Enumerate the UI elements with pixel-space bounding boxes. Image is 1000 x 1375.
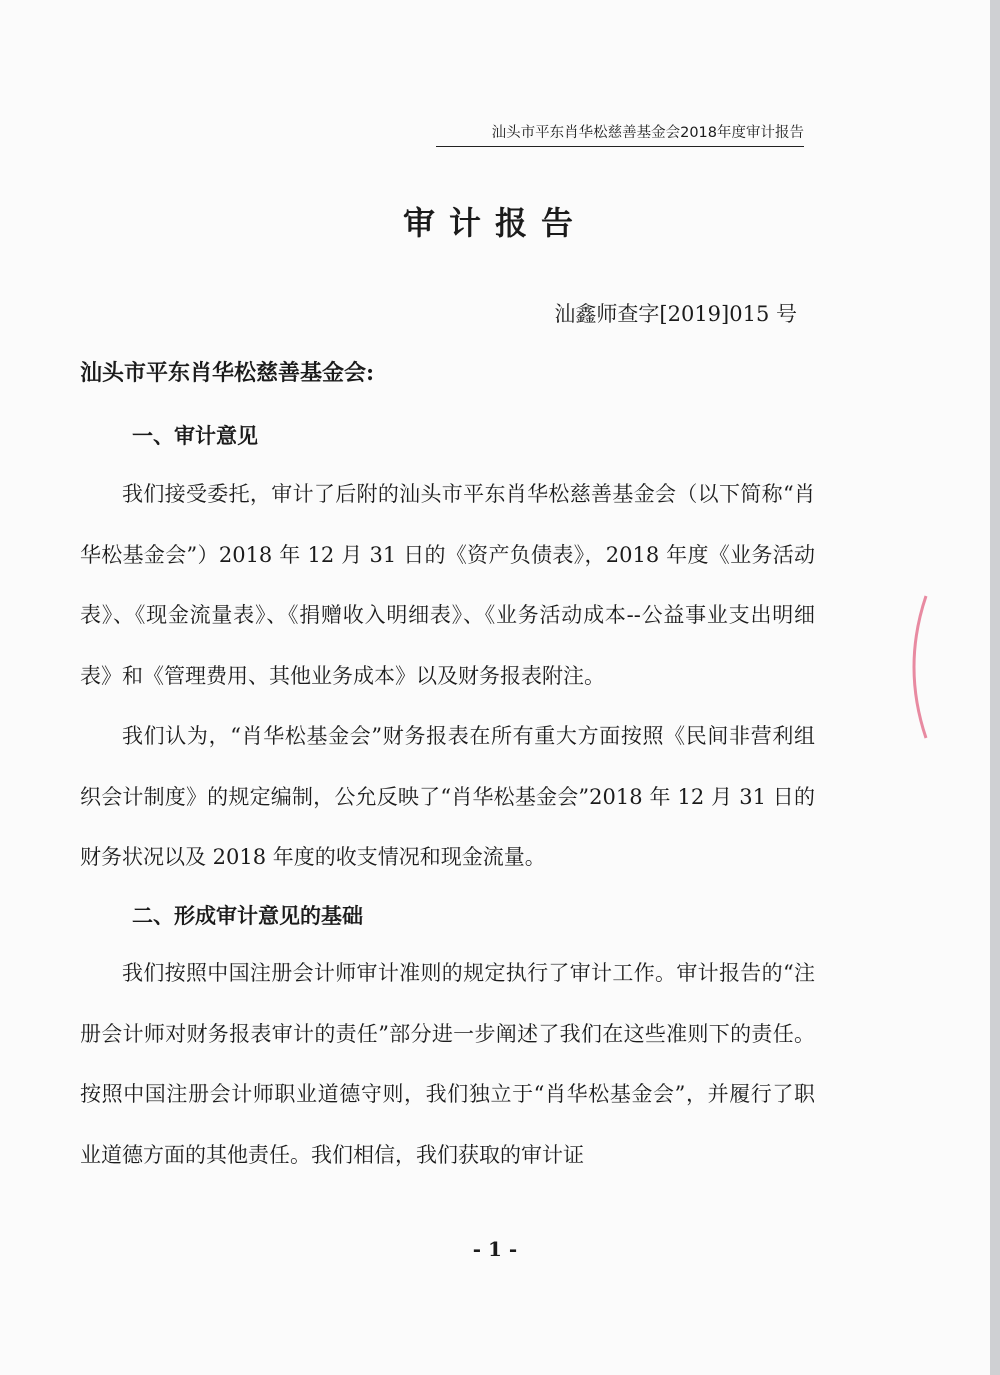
basis-paragraph-1: 我们按照中国注册会计师审计准则的规定执行了审计工作。审计报告的“注册会计师对财务报表审计的责任”部分进一步阐述了我们在这些准则下的责任。按照中国注册会计师职业道德守则，我们独立于“肖华松基金会”，并履行了职业道德方面的其他责任。我们相信，我们获取的审计证 bbox=[80, 961, 815, 1167]
section-heading-opinion: 一、审计意见 bbox=[132, 423, 258, 448]
page-number: - 1 - bbox=[472, 1237, 518, 1261]
opinion-paragraph-2: 我们认为，“肖华松基金会”财务报表在所有重大方面按照《民间非营利组织会计制度》的规定编制，公允反映了“肖华松基金会”2018 年 12 月 31 日的财务状况以及 2018 年度的收支情况和现金流量。 bbox=[80, 724, 815, 869]
section-heading-basis: 二、形成审计意见的基础 bbox=[132, 903, 363, 928]
report-title: 审计报告 bbox=[402, 204, 587, 242]
seal-stamp-text bbox=[902, 600, 926, 730]
addressee: 汕头市平东肖华松慈善基金会: bbox=[80, 360, 375, 386]
running-header: 汕头市平东肖华松慈善基金会2018年度审计报告 bbox=[436, 120, 804, 147]
scan-edge bbox=[990, 0, 1000, 1375]
opinion-paragraph-1: 我们接受委托，审计了后附的汕头市平东肖华松慈善基金会（以下简称“肖华松基金会”）2018 年 12 月 31 日的《资产负债表》，2018 年度《业务活动表》、《现金流量表》、《捐赠收入明细表》、《业务活动成本--公益事业支出明细表》和《管理费用、其他业务成本》以及财务报表附注。 bbox=[80, 482, 815, 688]
document-number: 汕鑫师查字[2019]015 号 bbox=[554, 302, 797, 326]
